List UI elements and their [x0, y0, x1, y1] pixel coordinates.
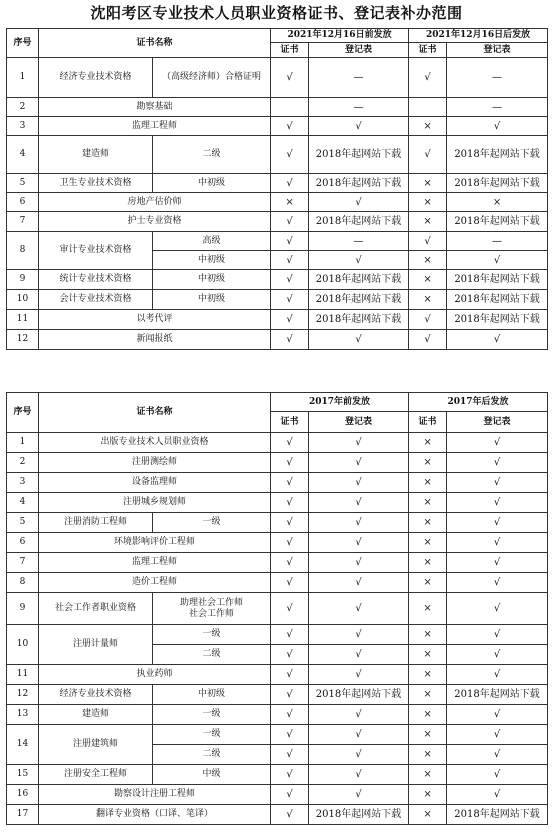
cert-after: × [409, 725, 447, 745]
table-2017 [6, 392, 548, 825]
group-after-header: 2017年后发放 [409, 393, 548, 412]
row-no: 6 [7, 533, 39, 553]
cert-name: 社会工作者职业资格 [39, 593, 153, 625]
reg-before: 2018年起网站下载 [309, 270, 409, 290]
cert-before: √ [271, 58, 309, 98]
cert-name: 设备监理师 [39, 473, 271, 493]
sub-reg-header: 登记表 [447, 412, 548, 433]
reg-after: √ [447, 553, 548, 573]
table-row [7, 174, 548, 193]
col-no-header: 序号 [7, 393, 39, 433]
cert-name: 注册城乡规划师 [39, 493, 271, 513]
cert-name: 出版专业技术人员职业资格 [39, 433, 271, 453]
cert-after: × [409, 765, 447, 785]
cert-name: 审计专业技术资格 [39, 232, 153, 270]
cert-level: 中初级 [153, 270, 271, 290]
reg-before: √ [309, 533, 409, 553]
reg-after: √ [447, 745, 548, 765]
col-name-header: 证书名称 [39, 29, 271, 58]
reg-before: 2018年起网站下载 [309, 290, 409, 310]
reg-after: √ [447, 473, 548, 493]
cert-name: 注册消防工程师 [39, 513, 153, 533]
cert-after: × [409, 270, 447, 290]
reg-before: √ [309, 705, 409, 725]
reg-after: √ [447, 665, 548, 685]
cert-level: 中初级 [153, 174, 271, 193]
cert-before: √ [271, 645, 309, 665]
reg-before: √ [309, 725, 409, 745]
cert-level: （高级经济师）合格证明 [153, 58, 271, 98]
reg-after: √ [447, 251, 548, 270]
group-before-header: 2017年前发放 [271, 393, 409, 412]
row-no: 12 [7, 685, 39, 705]
row-no: 10 [7, 290, 39, 310]
reg-after: √ [447, 705, 548, 725]
reg-before: √ [309, 251, 409, 270]
row-no: 9 [7, 270, 39, 290]
row-no: 3 [7, 473, 39, 493]
row-no: 3 [7, 117, 39, 136]
cert-before: √ [271, 745, 309, 765]
cert-before: √ [271, 493, 309, 513]
cert-name: 注册建筑师 [39, 725, 153, 765]
reg-after: — [447, 58, 548, 98]
cert-name: 建造师 [39, 705, 153, 725]
table-row [7, 473, 548, 493]
cert-after [409, 98, 447, 117]
reg-after: 2018年起网站下载 [447, 174, 548, 193]
table-row [7, 453, 548, 473]
reg-after: √ [447, 765, 548, 785]
table-2021 [6, 28, 548, 350]
cert-name: 注册安全工程师 [39, 765, 153, 785]
reg-after: 2018年起网站下载 [447, 685, 548, 705]
cert-name: 造价工程师 [39, 573, 271, 593]
reg-after: √ [447, 513, 548, 533]
reg-after: √ [447, 453, 548, 473]
row-no: 7 [7, 553, 39, 573]
cert-after: × [409, 625, 447, 645]
cert-name: 会计专业技术资格 [39, 290, 153, 310]
cert-level: 一级 [153, 513, 271, 533]
cert-before: √ [271, 330, 309, 350]
group-before-header: 2021年12月16日前发放 [271, 29, 409, 43]
reg-after: — [447, 232, 548, 251]
sub-reg-header: 登记表 [309, 412, 409, 433]
cert-after: × [409, 513, 447, 533]
reg-after: 2018年起网站下载 [447, 805, 548, 825]
reg-before: 2018年起网站下载 [309, 212, 409, 232]
cert-before: √ [271, 251, 309, 270]
table-row [7, 725, 548, 745]
reg-before: 2018年起网站下载 [309, 805, 409, 825]
sub-cert-header: 证书 [409, 412, 447, 433]
table-row [7, 270, 548, 290]
reg-before: √ [309, 645, 409, 665]
cert-before: √ [271, 212, 309, 232]
cert-after: × [409, 593, 447, 625]
reg-before: √ [309, 193, 409, 212]
reg-after: 2018年起网站下载 [447, 212, 548, 232]
cert-before: √ [271, 593, 309, 625]
row-no: 2 [7, 98, 39, 117]
reg-before: √ [309, 665, 409, 685]
cert-after: × [409, 785, 447, 805]
cert-after: × [409, 117, 447, 136]
row-no: 12 [7, 330, 39, 350]
cert-name: 监理工程师 [39, 553, 271, 573]
cert-name: 勘察设计注册工程师 [39, 785, 271, 805]
cert-level: 一级 [153, 705, 271, 725]
cert-after: × [409, 433, 447, 453]
cert-after: × [409, 685, 447, 705]
table-row [7, 685, 548, 705]
cert-after: × [409, 573, 447, 593]
cert-name: 注册测绘师 [39, 453, 271, 473]
cert-level: 二级 [153, 645, 271, 665]
reg-after: × [447, 193, 548, 212]
cert-name: 勘察基础 [39, 98, 271, 117]
cert-after: √ [409, 310, 447, 330]
cert-level: 二级 [153, 136, 271, 174]
cert-after: × [409, 665, 447, 685]
cert-before: √ [271, 785, 309, 805]
cert-before: √ [271, 433, 309, 453]
cert-after: √ [409, 136, 447, 174]
reg-before: √ [309, 433, 409, 453]
cert-name: 经济专业技术资格 [39, 685, 153, 705]
table-row [7, 290, 548, 310]
reg-after: 2018年起网站下载 [447, 136, 548, 174]
col-no-header: 序号 [7, 29, 39, 58]
cert-name: 建造师 [39, 136, 153, 174]
reg-after: — [447, 98, 548, 117]
cert-name: 翻译专业资格（口译、笔译） [39, 805, 271, 825]
reg-before: √ [309, 453, 409, 473]
cert-before: √ [271, 453, 309, 473]
reg-before: √ [309, 473, 409, 493]
cert-after: × [409, 745, 447, 765]
cert-name: 经济专业技术资格 [39, 58, 153, 98]
cert-after: √ [409, 330, 447, 350]
cert-level: 助理社会工作师 社会工作师 [153, 593, 271, 625]
reg-after: √ [447, 573, 548, 593]
cert-name: 以考代评 [39, 310, 271, 330]
cert-level: 二级 [153, 745, 271, 765]
col-name-header: 证书名称 [39, 393, 271, 433]
cert-before: √ [271, 705, 309, 725]
table-row [7, 805, 548, 825]
cert-before: √ [271, 553, 309, 573]
cert-level: 一级 [153, 625, 271, 645]
row-no: 8 [7, 232, 39, 270]
table-row [7, 232, 548, 251]
cert-after: √ [409, 232, 447, 251]
row-no: 9 [7, 593, 39, 625]
reg-after: √ [447, 625, 548, 645]
reg-before: √ [309, 513, 409, 533]
table-row [7, 765, 548, 785]
table-row [7, 573, 548, 593]
cert-after: × [409, 493, 447, 513]
reg-after: √ [447, 330, 548, 350]
row-no: 11 [7, 665, 39, 685]
cert-before: √ [271, 665, 309, 685]
sub-cert-header: 证书 [409, 43, 447, 58]
table-row [7, 785, 548, 805]
table-row [7, 553, 548, 573]
reg-before: √ [309, 573, 409, 593]
reg-before: √ [309, 593, 409, 625]
table-row [7, 665, 548, 685]
cert-before: √ [271, 174, 309, 193]
table-row [7, 58, 548, 98]
reg-after: √ [447, 493, 548, 513]
sub-cert-header: 证书 [271, 412, 309, 433]
table-row [7, 310, 548, 330]
reg-after: √ [447, 725, 548, 745]
table-row [7, 513, 548, 533]
cert-level: 高级 [153, 232, 271, 251]
cert-name: 护士专业资格 [39, 212, 271, 232]
row-no: 1 [7, 58, 39, 98]
reg-after: 2018年起网站下载 [447, 290, 548, 310]
reg-before: √ [309, 765, 409, 785]
row-no: 6 [7, 193, 39, 212]
cert-name: 环境影响评价工程师 [39, 533, 271, 553]
row-no: 17 [7, 805, 39, 825]
cert-after: × [409, 290, 447, 310]
sub-cert-header: 证书 [271, 43, 309, 58]
table-row [7, 533, 548, 553]
cert-before: √ [271, 270, 309, 290]
table-row [7, 136, 548, 174]
table-row [7, 593, 548, 625]
reg-after: √ [447, 785, 548, 805]
reg-before: — [309, 58, 409, 98]
sub-reg-header: 登记表 [309, 43, 409, 58]
row-no: 14 [7, 725, 39, 765]
cert-after: × [409, 645, 447, 665]
cert-level: 一级 [153, 725, 271, 745]
row-no: 4 [7, 493, 39, 513]
row-no: 16 [7, 785, 39, 805]
table-row [7, 625, 548, 645]
row-no: 1 [7, 433, 39, 453]
row-no: 8 [7, 573, 39, 593]
table-row [7, 117, 548, 136]
reg-before: — [309, 98, 409, 117]
cert-before: √ [271, 765, 309, 785]
cert-name: 卫生专业技术资格 [39, 174, 153, 193]
cert-name: 执业药师 [39, 665, 271, 685]
table-row [7, 193, 548, 212]
row-no: 7 [7, 212, 39, 232]
table-row [7, 705, 548, 725]
reg-after: 2018年起网站下载 [447, 310, 548, 330]
cert-before: √ [271, 685, 309, 705]
reg-after: √ [447, 593, 548, 625]
row-no: 2 [7, 453, 39, 473]
cert-before: √ [271, 513, 309, 533]
cert-level: 中初级 [153, 290, 271, 310]
cert-after: × [409, 174, 447, 193]
sub-reg-header: 登记表 [447, 43, 548, 58]
cert-after: × [409, 553, 447, 573]
cert-after: × [409, 212, 447, 232]
table-row [7, 493, 548, 513]
reg-before: √ [309, 117, 409, 136]
row-no: 10 [7, 625, 39, 665]
cert-level: 中级 [153, 765, 271, 785]
cert-before: √ [271, 805, 309, 825]
cert-before: √ [271, 573, 309, 593]
cert-after: × [409, 805, 447, 825]
table-row [7, 98, 548, 117]
cert-before: √ [271, 473, 309, 493]
table-row [7, 433, 548, 453]
row-no: 13 [7, 705, 39, 725]
cert-before: √ [271, 290, 309, 310]
cert-after: × [409, 193, 447, 212]
reg-before: √ [309, 625, 409, 645]
reg-before: 2018年起网站下载 [309, 685, 409, 705]
cert-after: × [409, 473, 447, 493]
row-no: 15 [7, 765, 39, 785]
cert-level: 中初级 [153, 685, 271, 705]
cert-before: √ [271, 232, 309, 251]
cert-after: × [409, 251, 447, 270]
reg-after: √ [447, 433, 548, 453]
reg-after: √ [447, 645, 548, 665]
cert-before: √ [271, 310, 309, 330]
row-no: 5 [7, 174, 39, 193]
reg-after: 2018年起网站下载 [447, 270, 548, 290]
cert-name: 监理工程师 [39, 117, 271, 136]
reg-before: — [309, 232, 409, 251]
row-no: 5 [7, 513, 39, 533]
cert-level: 中初级 [153, 251, 271, 270]
cert-name: 房地产估价师 [39, 193, 271, 212]
cert-before: √ [271, 117, 309, 136]
reg-before: √ [309, 330, 409, 350]
reg-before: √ [309, 553, 409, 573]
cert-after: × [409, 453, 447, 473]
cert-before: √ [271, 725, 309, 745]
cert-before: √ [271, 136, 309, 174]
reg-after: √ [447, 533, 548, 553]
group-after-header: 2021年12月16日后发放 [409, 29, 548, 43]
row-no: 4 [7, 136, 39, 174]
reg-before: 2018年起网站下载 [309, 310, 409, 330]
cert-before: √ [271, 533, 309, 553]
cert-name: 注册计量师 [39, 625, 153, 665]
row-no: 11 [7, 310, 39, 330]
cert-before: √ [271, 625, 309, 645]
reg-before: 2018年起网站下载 [309, 136, 409, 174]
table-row [7, 212, 548, 232]
reg-before: √ [309, 745, 409, 765]
table-row [7, 330, 548, 350]
cert-after: × [409, 705, 447, 725]
cert-name: 新闻报纸 [39, 330, 271, 350]
page-title: 沈阳考区专业技术人员职业资格证书、登记表补办范围 [90, 4, 463, 22]
reg-before: √ [309, 785, 409, 805]
cert-name: 统计专业技术资格 [39, 270, 153, 290]
cert-after: √ [409, 58, 447, 98]
reg-before: 2018年起网站下载 [309, 174, 409, 193]
cert-after: × [409, 533, 447, 553]
cert-before: × [271, 193, 309, 212]
reg-after: √ [447, 117, 548, 136]
reg-before: √ [309, 493, 409, 513]
cert-before [271, 98, 309, 117]
